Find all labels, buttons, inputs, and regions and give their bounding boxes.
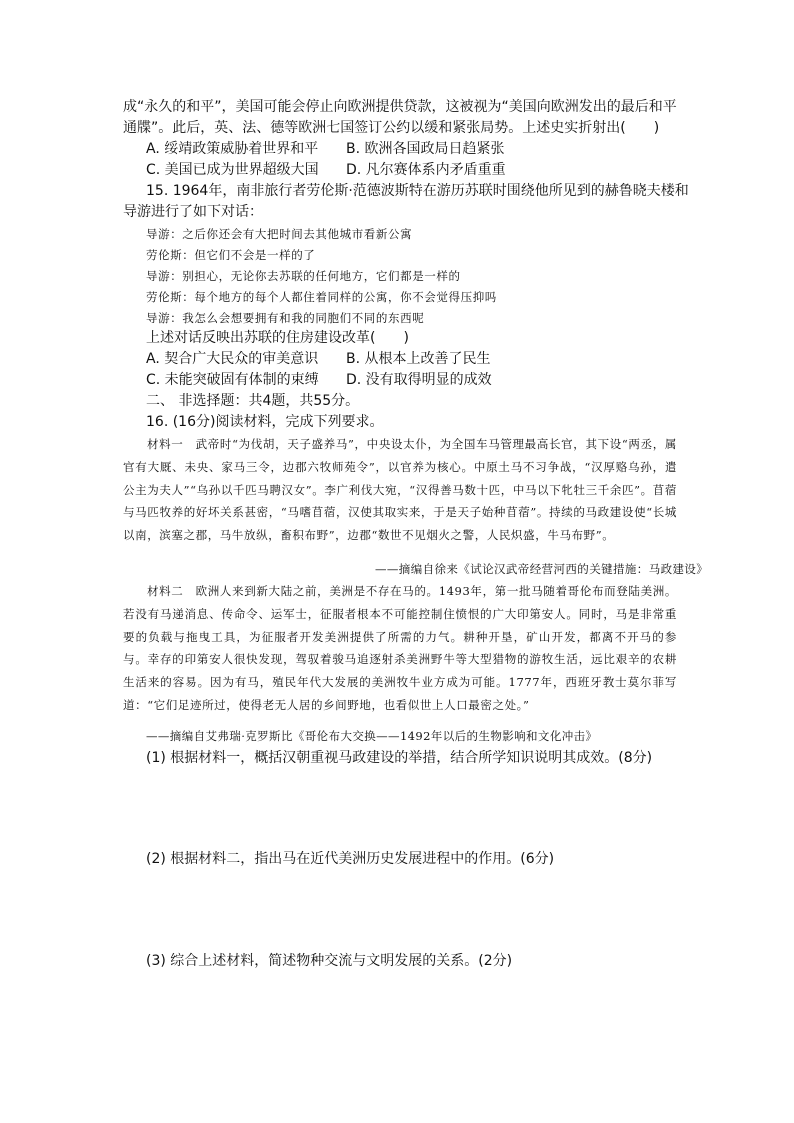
q15-option-a[interactable]: A. 契合广大民众的审美意识 [146,351,319,367]
q14-option-c[interactable]: C. 美国已成为世界超级大国 [146,162,319,178]
q16-material-2 [123,580,677,717]
q15-dialogue-line: 劳伦斯：每个地方的每个人都住着同样的公寓，你不会觉得压抑吗 [146,290,497,304]
material-2-text: 材料二 欧洲人来到新大陆之前，美洲是不存在马的。1493年，第一批马随着哥伦布而登陆美洲。若没有马递消息、传命令、运军士，征服者根本不可能控制住愤恨的广大印第安人。同时，马是非常重要的负载与拖曳工具，为征服者开发美洲提供了所需的力气。耕种开垦，矿山开发，都离不开马的参与。幸存的印第安人很快发现，驾驭着骏马追逐射杀美洲野牛等大型猎物的游牧生活，远比艰辛的农耕生活来的容易。因为有马，殖民年代大发展的美洲牧牛业方成为可能。1777年，西班牙教士莫尔菲写道：“它们足迹所过，使得老无人居的乡间野地，也看似世上人口最密之处。” [123,584,677,712]
q15-options-row-2 [146,370,492,390]
q14-stem-line-2: 通牒”。此后，英、法、德等欧洲七国签订公约以缓和紧张局势。上述史实折射出( ) [123,120,660,136]
q14-options-row-1 [146,139,505,159]
answer-area-2[interactable] [123,873,677,945]
q14-stem-line-1: 成“永久的和平”，美国可能会停止向欧洲提供贷款，这被视为“美国向欧洲发出的最后和平 [123,99,677,115]
q14-option-a[interactable]: A. 绥靖政策威胁着世界和平 [146,141,319,157]
q16-source-1: ——摘编自徐来《试论汉武帝经营河西的关键措施：马政建设》 [375,562,709,576]
q14-option-d[interactable]: D. 凡尔赛体系内矛盾重重 [346,162,506,178]
material-1-text: 材料一 武帝时“为伐胡，天子盛养马”，中央设太仆，为全国车马管理最高长官，其下设“两丞，属官有大厩、未央、家马三令，边郡六牧师苑令”，以官养为核心。中原土马不习争战，“汉厚赂乌孙，遣公主为夫人”“乌孙以千匹马聘汉女”。李广利伐大宛，“汉得善马数十匹，中马以下牝牡三千余匹”。苜蓿与马匹牧养的好坏关系甚密，“马嗜苜蓿，汉使其取实来，于是天子始种苜蓿”。持续的马政建设使“长城以南，滨塞之郡，马牛放纵，畜积布野”，边郡“数世不见烟火之警，人民炽盛，牛马布野”。 [123,437,677,543]
q15-option-b[interactable]: B. 从根本上改善了民生 [346,351,491,367]
answer-area-1[interactable] [123,772,677,844]
q15-stem-line-2: 导游进行了如下对话： [123,204,263,220]
q14-option-b[interactable]: B. 欧洲各国政局日趋紧张 [346,141,505,157]
q16-subquestion-2: (2) 根据材料二，指出马在近代美洲历史发展进程中的作用。(6分) [146,851,555,867]
q16-subquestion-1: (1) 根据材料一，概括汉朝重视马政建设的举措，结合所学知识说明其成效。(8分) [146,750,653,766]
q15-options-row-1 [146,349,491,369]
section-heading: 二、 非选择题：共4题，共55分。 [146,393,360,409]
q15-option-d[interactable]: D. 没有取得明显的成效 [346,372,492,388]
q15-dialogue-line: 劳伦斯：但它们不会是一样的了 [146,248,316,262]
answer-area-3[interactable] [123,975,677,1055]
q15-stem-line-1: 15. 1964年，南非旅行者劳伦斯·范德波斯特在游历苏联时围绕他所见到的赫鲁晓夫楼和 [146,183,689,199]
q15-dialogue-line: 导游：别担心，无论你去苏联的任何地方，它们都是一样的 [146,269,461,283]
q14-options-row-2 [146,160,506,180]
q15-option-c[interactable]: C. 未能突破固有体制的束缚 [146,372,319,388]
q16-source-2: ——摘编自艾弗瑞·克罗斯比《哥伦布大交换——1492年以后的生物影响和文化冲击》 [146,729,598,743]
q15-dialogue-line: 导游：之后你还会有大把时间去其他城市看新公寓 [146,227,413,241]
q16-subquestion-3: (3) 综合上述材料，简述物种交流与文明发展的关系。(2分) [146,953,513,969]
q16-material-1 [123,433,677,547]
q15-dialogue-line: 导游：我怎么会想要拥有和我的同胞们不同的东西呢 [146,311,425,325]
q16-stem: 16. (16分)阅读材料，完成下列要求。 [146,414,384,430]
q15-question: 上述对话反映出苏联的住房建设改革( ) [146,330,409,346]
